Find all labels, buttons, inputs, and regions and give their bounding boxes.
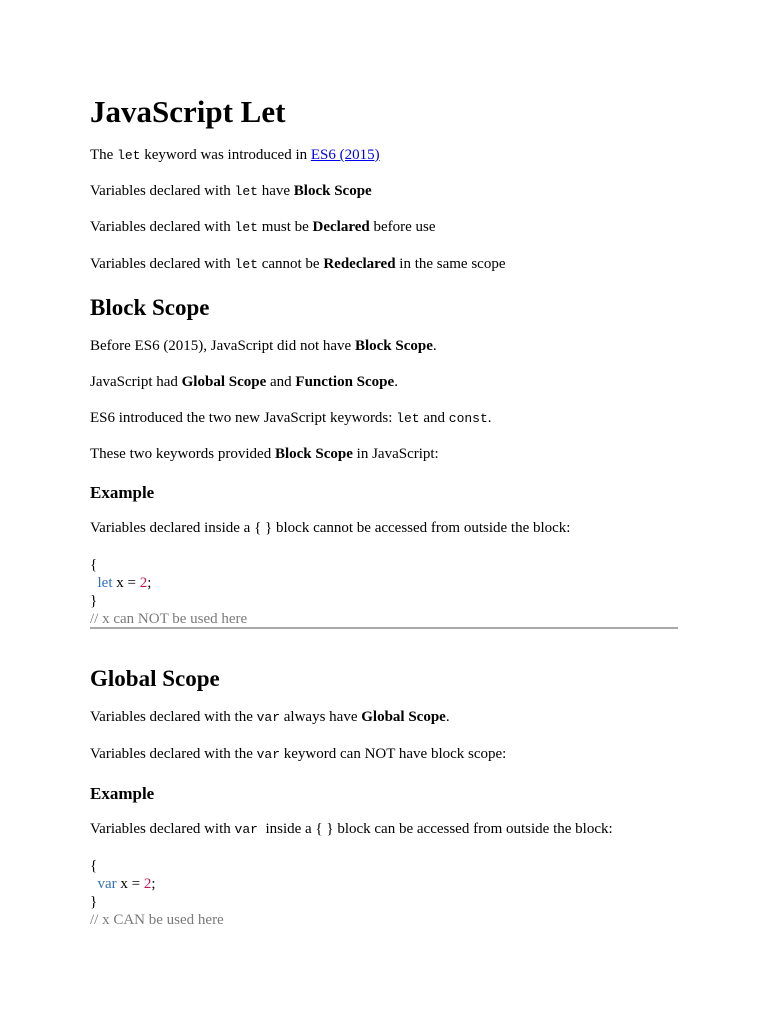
bold-term: Global Scope bbox=[181, 374, 267, 390]
inline-code: var bbox=[234, 822, 258, 837]
code-keyword: var bbox=[97, 876, 117, 892]
bold-term: Block Scope bbox=[354, 338, 433, 354]
global-scope-example-text: Variables declared with var inside a { } block can be accessed from outside the block: bbox=[90, 821, 613, 837]
global-scope-example-heading: Example bbox=[90, 784, 155, 803]
block-scope-paragraph-2: JavaScript had Global Scope and Function Scope. bbox=[90, 374, 398, 390]
bold-term: Redeclared bbox=[323, 256, 396, 272]
code-line: } bbox=[90, 894, 98, 910]
inline-code: let bbox=[117, 148, 141, 163]
code-number: 2 bbox=[143, 876, 152, 892]
es6-link[interactable]: ES6 (2015) bbox=[310, 147, 380, 163]
inline-code: const bbox=[448, 411, 488, 426]
inline-code: let bbox=[234, 184, 258, 199]
code-line: { bbox=[90, 557, 98, 573]
code-keyword: let bbox=[97, 575, 113, 591]
global-scope-paragraph-2: Variables declared with the var keyword can NOT have block scope: bbox=[90, 746, 507, 762]
block-scope-paragraph-3: ES6 introduced the two new JavaScript keywords: let and const. bbox=[90, 410, 492, 426]
block-scope-code-example bbox=[90, 556, 247, 628]
global-scope-code-example bbox=[90, 857, 224, 929]
code-line: } bbox=[90, 593, 98, 609]
inline-code: let bbox=[234, 257, 258, 272]
intro-paragraph-2: Variables declared with let have Block Scope bbox=[90, 183, 372, 199]
intro-paragraph-4: Variables declared with let cannot be Redeclared in the same scope bbox=[90, 256, 506, 272]
block-scope-example-heading: Example bbox=[90, 483, 155, 502]
code-line: let x = 2; bbox=[97, 575, 152, 591]
block-scope-example-text: Variables declared inside a { } block cannot be accessed from outside the block: bbox=[90, 520, 571, 536]
code-comment: // x CAN be used here bbox=[90, 912, 224, 928]
intro-paragraph-3: Variables declared with let must be Declared before use bbox=[90, 219, 436, 235]
intro-paragraph-1: The let keyword was introduced in ES6 (2015) bbox=[90, 147, 380, 163]
inline-code: var bbox=[256, 710, 281, 725]
bold-term: Declared bbox=[312, 219, 370, 235]
block-scope-paragraph-1: Before ES6 (2015), JavaScript did not have Block Scope. bbox=[90, 338, 437, 354]
inline-code: let bbox=[234, 220, 258, 235]
code-comment: // x can NOT be used here bbox=[90, 611, 248, 627]
bold-term: Global Scope bbox=[361, 709, 446, 725]
code-line: var x = 2; bbox=[97, 876, 156, 892]
horizontal-divider bbox=[90, 627, 678, 629]
code-number: 2 bbox=[139, 575, 148, 591]
inline-code: var bbox=[256, 747, 281, 762]
block-scope-heading: Block Scope bbox=[90, 295, 210, 320]
global-scope-paragraph-1: Variables declared with the var always have Global Scope. bbox=[90, 709, 450, 725]
bold-term: Block Scope bbox=[293, 183, 372, 199]
page-title: JavaScript Let bbox=[90, 94, 286, 129]
global-scope-heading: Global Scope bbox=[90, 666, 220, 691]
bold-term: Block Scope bbox=[274, 446, 353, 462]
code-line: { bbox=[90, 858, 98, 874]
inline-code: let bbox=[396, 411, 420, 426]
bold-term: Function Scope bbox=[295, 374, 395, 390]
block-scope-paragraph-4: These two keywords provided Block Scope in JavaScript: bbox=[90, 446, 439, 462]
